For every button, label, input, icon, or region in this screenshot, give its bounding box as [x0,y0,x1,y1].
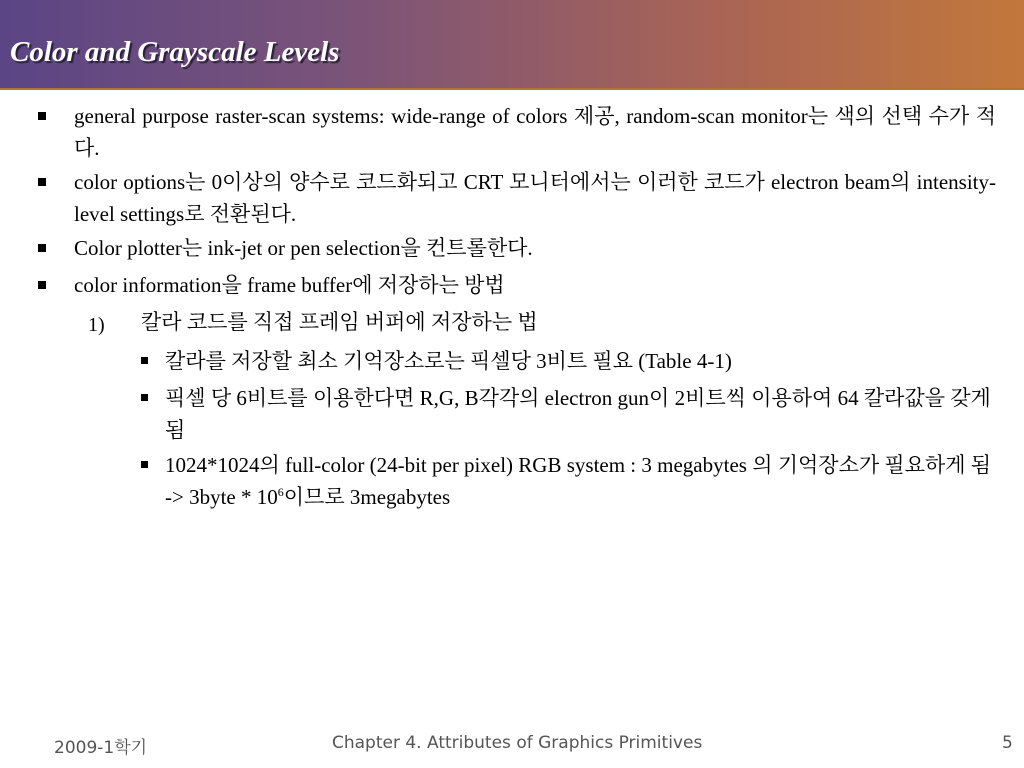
subbullet-item: 칼라를 저장할 최소 기억장소로는 픽셀당 3비트 필요 (Table 4-1) [165,349,732,373]
bullet-item: general purpose raster-scan systems: wide-range of colors 제공, random-scan monitor는 색의 선택 수가 적다. [74,104,996,160]
list-number: 1) [88,314,105,336]
bullet-item: Color plotter는 ink-jet or pen selection을 컨트롤한다. [74,236,533,260]
footer-semester: 2009-1학기 [54,738,148,758]
subbullet-icon [141,394,148,401]
subbullet-text-end: 이므로 3megabytes [283,485,451,509]
subbullet-item [165,449,995,513]
footer-chapter: Chapter 4. Attributes of Graphics Primitives [332,733,703,753]
subbullet-text: 1024*1024의 full-color (24-bit per pixel) RGB system : 3 megabytes 의 기억장소가 필요하게 됨 -> 3byte * 10 [165,453,992,509]
subbullet-icon [141,357,148,364]
page-number: 5 [1002,733,1013,753]
bullet-icon [38,244,46,252]
slide-title: Color and Grayscale Levels [10,36,340,68]
bullet-item: color options는 0이상의 양수로 코드화되고 CRT 모니터에서는 이러한 코드가 electron beam의 intensity-level settings로 전환된다. [74,170,996,226]
bullet-icon [38,281,46,289]
subbullet-icon [141,461,148,468]
bullet-item: color information을 frame buffer에 저장하는 방법 [74,273,505,297]
bullet-icon [38,178,46,186]
subbullet-item: 픽셀 당 6비트를 이용한다면 R,G, B각각의 electron gun이 2비트씩 이용하여 64 칼라값을 갖게 됨 [165,386,991,442]
numbered-item: 칼라 코드를 직접 프레임 버퍼에 저장하는 법 [141,310,538,334]
title-underline [0,88,1024,90]
bullet-icon [38,112,46,120]
exponent: 6 [277,485,284,499]
